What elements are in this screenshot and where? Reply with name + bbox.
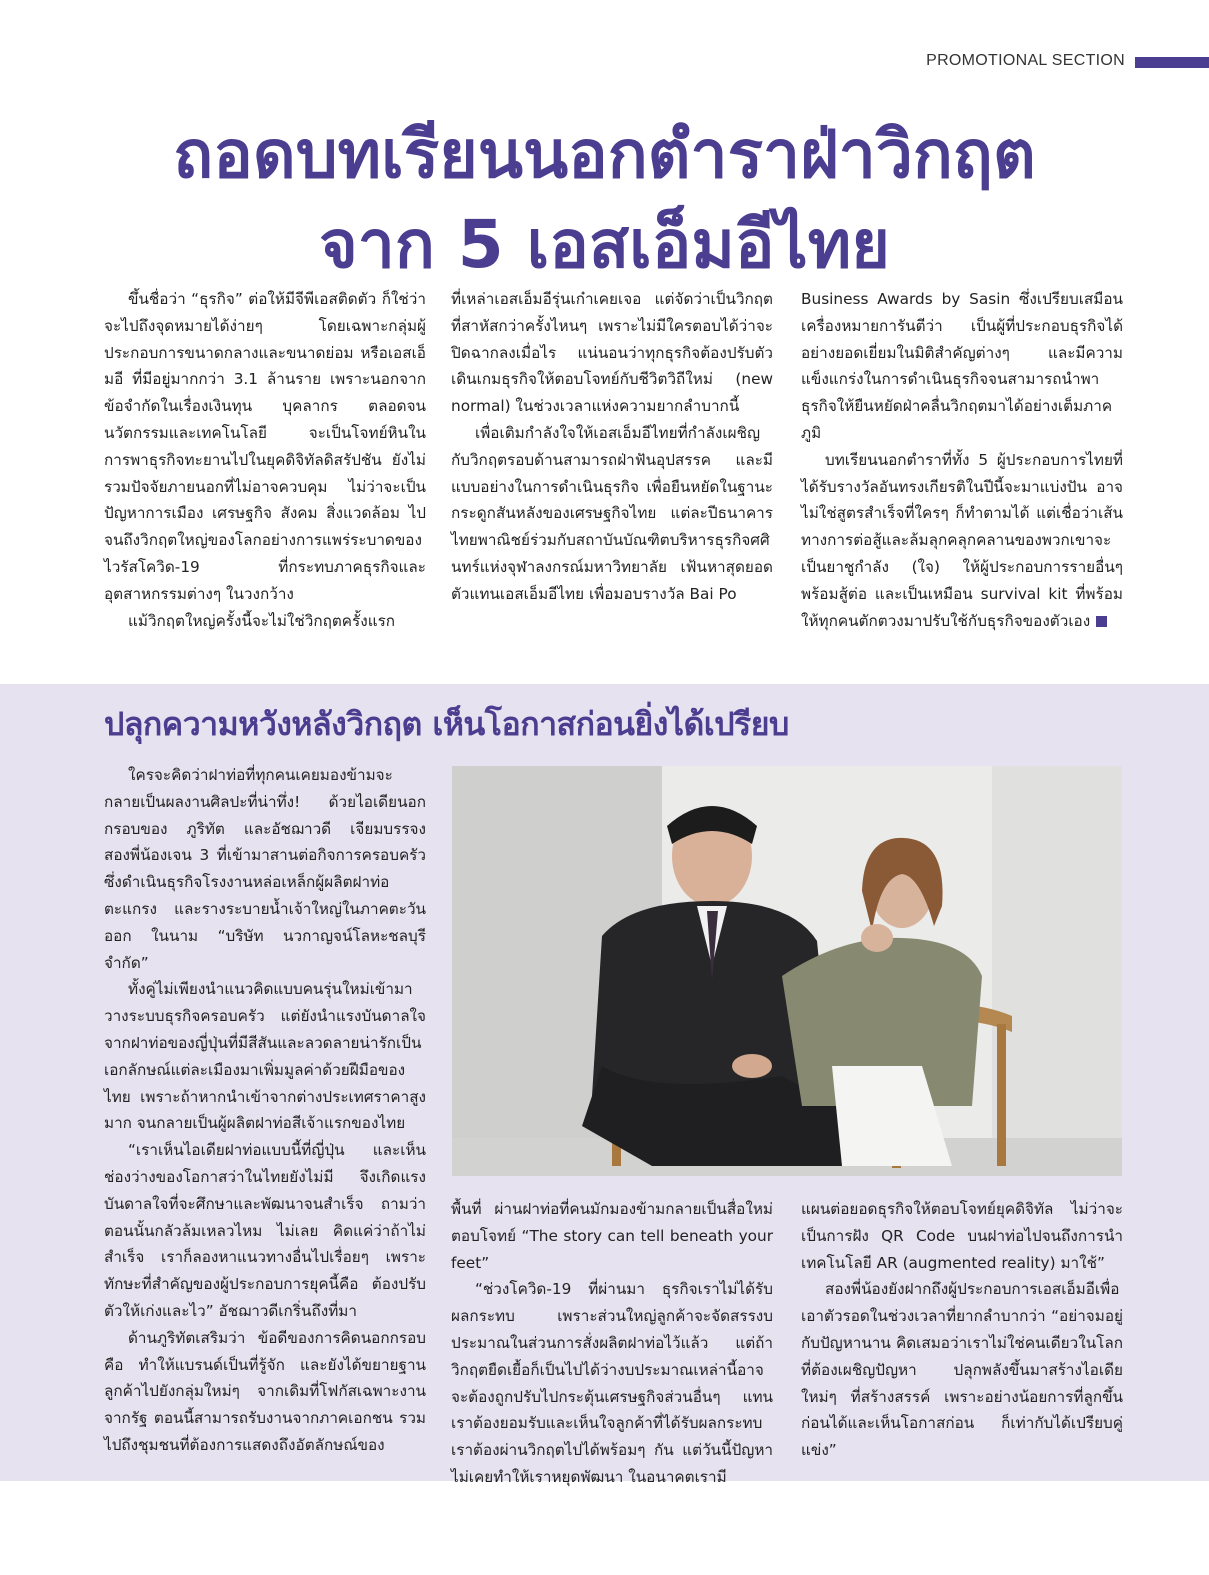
intro-column-2 xyxy=(451,286,773,608)
feature-paragraph: พื้นที่ ผ่านฝาท่อที่คนมักมองข้ามกลายเป็นสื่อใหม่ตอบโจทย์ “The story can tell beneath your feet” xyxy=(451,1200,773,1272)
feature-subhead: ปลุกความหวังหลังวิกฤต เห็นโอกาสก่อนยิ่งได้เปรียบ xyxy=(104,705,789,743)
intro-paragraph: ที่เหล่าเอสเอ็มอีรุ่นเก๋าเคยเจอ แต่จัดว่าเป็นวิกฤตที่สาหัสกว่าครั้งไหนๆ เพราะไม่มีใครตอบได้ว่าจะปิดฉากลงเมื่อไร แน่นอนว่าทุกธุรกิจต้องปรับตัวเดินเกมธุรกิจให้ตอบโจทย์กับชีวิตวิถีใหม่ (new normal) ในช่วงเวลาแห่งความยากลำบากนี้ xyxy=(451,290,773,416)
feature-paragraph: ใครจะคิดว่าฝาท่อที่ทุกคนเคยมองข้ามจะกลายเป็นผลงานศิลปะที่น่าทึ่ง! ด้วยไอเดียนอกกรอบของ ภูริทัต และอัชฌาวดี เจียมบรรจงสองพี่น้องเจน 3 ที่เข้ามาสานต่อกิจการครอบครัว ซึ่งดำเนินธุรกิจโรงงานหล่อเหล็กผู้ผลิตฝาท่อตะแกรง และรางระบายน้ำเจ้าใหญ่ในภาคตะวันออก ในนาม “บริษัท นวกาญจน์โลหะชลบุรี จำกัด” xyxy=(104,766,426,972)
intro-paragraph: เพื่อเติมกำลังใจให้เอสเอ็มอีไทยที่กำลังเผชิญกับวิกฤตรอบด้านสามารถฝ่าฟันอุปสรรค และมีแบบอย่างในการดำเนินธุรกิจ เพื่อยืนหยัดในฐานะกระดูกสันหลังของเศรษฐกิจไทย แต่ละปีธนาคารไทยพาณิชย์ร่วมกับสถาบันบัณฑิตบริหารธุรกิจศศินทร์แห่งจุฬาลงกรณ์มหาวิทยาลัย เฟ้นหาสุดยอดตัวแทนเอสเอ็มอีไทย เพื่อมอบรางวัล Bai Po xyxy=(451,423,773,603)
portrait-photo xyxy=(452,766,1122,1176)
intro-column-3 xyxy=(801,286,1123,634)
intro-paragraph xyxy=(801,447,1123,635)
feature-paragraph: แผนต่อยอดธุรกิจให้ตอบโจทย์ยุคดิจิทัล ไม่ว่าจะเป็นการฝัง QR Code บนฝาท่อไปจนถึงการนำเทคโนโลยี AR (augmented reality) มาใช้” xyxy=(801,1200,1123,1272)
feature-paragraph: “เราเห็นไอเดียฝาท่อแบบนี้ที่ญี่ปุ่น และเห็นช่องว่างของโอกาสว่าในไทยยังไม่มี จึงเกิดแรงบันดาลใจที่จะศึกษาและพัฒนาจนสำเร็จ ถามว่าตอนนั้นกลัวล้มเหลวไหม ไม่เลย คิดแค่ว่าถ้าไม่สำเร็จ เราก็ลองหาแนวทางอื่นไปเรื่อยๆ เพราะทักษะที่สำคัญของผู้ประกอบการยุคนี้คือ ต้องปรับตัวให้เก่งและไว” อัชฌาวดีเกริ่นถึงที่มา xyxy=(104,1141,426,1320)
intro-paragraph: ขึ้นชื่อว่า “ธุรกิจ” ต่อให้มีจีพีเอสติดตัว ก็ใช่ว่าจะไปถึงจุดหมายได้ง่ายๆ โดยเฉพาะกลุ่มผู้ประกอบการขนาดกลางและขนาดย่อม หรือเอสเอ็มอี ที่มีอยู่มากกว่า 3.1 ล้านราย เพราะนอกจากข้อจำกัดในเรื่องเงินทุน บุคลากร ตลอดจนนวัตกรรมและเทคโนโลยี จะเป็นโจทย์หินในการพาธุรกิจทะยานไปในยุคดิจิทัลดิสรัปชัน ยังไม่รวมปัจจัยภายนอกที่ไม่อาจควบคุม ไม่ว่าจะเป็นปัญหาการเมือง เศรษฐกิจ สังคม สิ่งแวดล้อม ไปจนถึงวิกฤตใหญ่ของโลกอย่างการแพร่ระบาดของไวรัสโควิด-19 ที่กระทบภาคธุรกิจและอุตสาหกรรมต่างๆ ในวงกว้าง xyxy=(104,290,426,603)
portrait-illustration xyxy=(452,766,1122,1176)
feature-column-3 xyxy=(801,1196,1123,1464)
feature-paragraph: “ช่วงโควิด-19 ที่ผ่านมา ธุรกิจเราไม่ได้รับผลกระทบ เพราะส่วนใหญ่ลูกค้าจะจัดสรรงบประมาณในส่วนการสั่งผลิตฝาท่อไว้แล้ว แต่ถ้าวิกฤตยืดเยื้อก็เป็นไปได้ว่างบประมาณเหล่านี้อาจจะต้องถูกปรับไปกระตุ้นเศรษฐกิจส่วนอื่นๆ แทน เราต้องยอมรับและเห็นใจลูกค้าที่ได้รับผลกระทบ เราต้องผ่านวิกฤตไปได้พร้อมๆ กัน แต่วันนี้ปัญหาไม่เคยทำให้เราหยุดพัฒนา ในอนาคตเรามี xyxy=(451,1280,773,1486)
feature-paragraph: ด้านภูริทัตเสริมว่า ข้อดีของการคิดนอกกรอบ คือ ทำให้แบรนด์เป็นที่รู้จัก และยังได้ขยายฐานลูกค้าไปยังกลุ่มใหม่ๆ จากเดิมที่โฟกัสเฉพาะงานจากรัฐ ตอนนี้สามารถรับงานจากภาคเอกชน รวมไปถึงชุมชนที่ต้องการแสดงถึงอัตลักษณ์ของ xyxy=(104,1328,426,1454)
intro-paragraph: Business Awards by Sasin ซึ่งเปรียบเสมือนเครื่องหมายการันตีว่า เป็นผู้ที่ประกอบธุรกิจได้อย่างยอดเยี่ยมในมิติสำคัญต่างๆ และมีความแข็งแกร่งในการดำเนินธุรกิจจนสามารถนำพาธุรกิจให้ยืนหยัดฝ่าคลื่นวิกฤตมาได้อย่างเต็มภาคภูมิ xyxy=(801,290,1123,442)
end-mark xyxy=(1096,616,1107,627)
feature-paragraph: สองพี่น้องยังฝากถึงผู้ประกอบการเอสเอ็มอีเพื่อเอาตัวรอดในช่วงเวลาที่ยากลำบากว่า “อย่าจมอยู่กับปัญหานาน คิดเสมอว่าเราไม่ใช่คนเดียวในโลกที่ต้องเผชิญปัญหา ปลุกพลังขึ้นมาสร้างไอเดียใหม่ๆ ที่สร้างสรรค์ เพราะอย่างน้อยการที่ลูกขึ้นก่อนได้และเห็นโอกาสก่อน ก็เท่ากับได้เปรียบคู่แข่ง” xyxy=(801,1280,1123,1460)
feature-column-1 xyxy=(104,762,426,1459)
intro-column-1 xyxy=(104,286,426,634)
feature-paragraph: ทั้งคู่ไม่เพียงนำแนวคิดแบบคนรุ่นใหม่เข้ามาวางระบบธุรกิจครอบครัว แต่ยังนำแรงบันดาลใจจากฝาท่อของญี่ปุ่นที่มีสีสันและลวดลายน่ารักเป็นเอกลักษณ์แต่ละเมืองมาเพิ่มมูลค่าด้วยฝีมือของไทย เพราะถ้าหากนำเข้าจากต่างประเทศราคาสูงมาก จนกลายเป็นผู้ผลิตฝาท่อสีเจ้าแรกของไทย xyxy=(104,980,426,1133)
feature-column-2 xyxy=(451,1196,773,1491)
headline xyxy=(0,110,1209,290)
section-label: PROMOTIONAL SECTION xyxy=(926,52,1125,69)
headline-line-1: ถอดบทเรียนนอกตำราฝ่าวิกฤต xyxy=(173,116,1036,193)
intro-paragraph-text: บทเรียนนอกตำราที่ทั้ง 5 ผู้ประกอบการไทยที่ได้รับรางวัลอันทรงเกียรติในปีนี้จะมาแบ่งปัน อาจไม่ใช่สูตรสำเร็จที่ใครๆ ก็ทำตามได้ แต่เชื่อว่าเส้นทางการต่อสู้และล้มลุกคลุกคลานของพวกเขาจะเป็นยาชูกำลัง (ใจ) ให้ผู้ประกอบการรายอื่นๆ พร้อมสู้ต่อ และเป็นเหมือน survival kit ที่พร้อมให้ทุกคนตักตวงมาปรับใช้กับธุรกิจของตัวเอง xyxy=(801,450,1123,630)
headline-line-2: จาก 5 เอสเอ็มอีไทย xyxy=(319,206,890,283)
intro-paragraph: แม้วิกฤตใหญ่ครั้งนี้จะไม่ใช่วิกฤตครั้งแรก xyxy=(128,611,396,630)
section-bar xyxy=(1135,57,1209,68)
